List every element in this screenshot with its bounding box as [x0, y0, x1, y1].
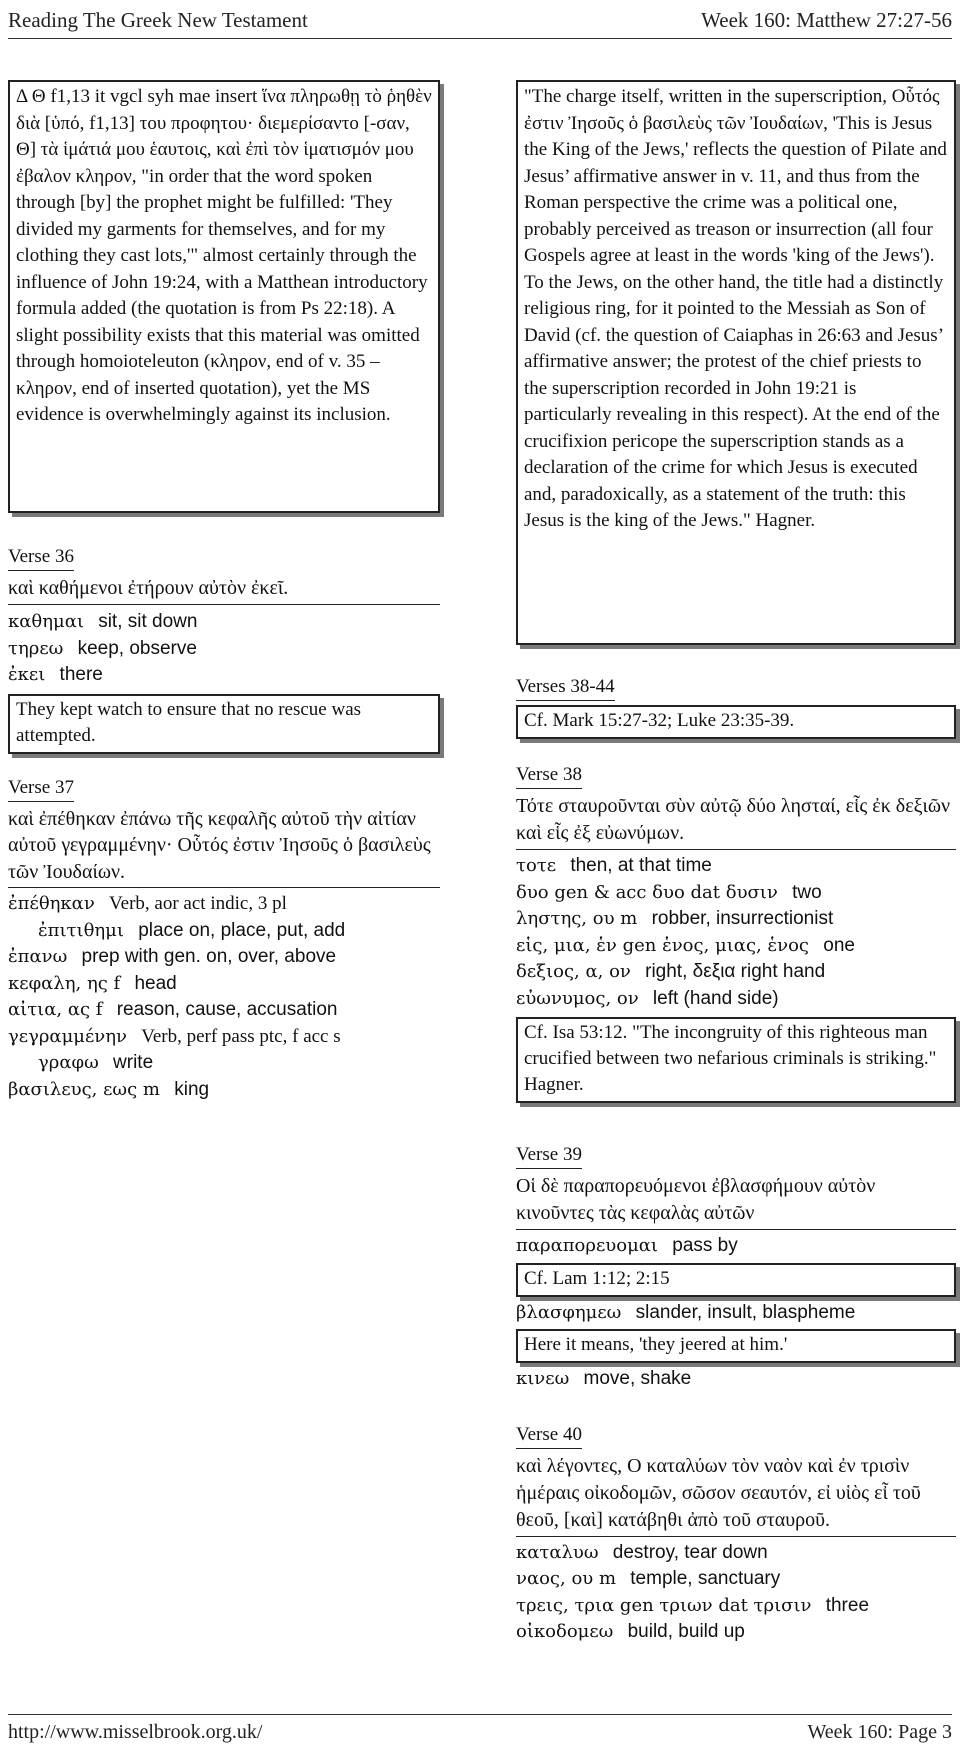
- vocab-item: δεξιος, α, ον right, δεξια right hand: [516, 961, 826, 982]
- vocab-item: βασιλευς, εως m king: [8, 1078, 210, 1100]
- verse-39-note2-box: [516, 1329, 956, 1363]
- vocab-item: ληστης, ου m robber, insurrectionist: [516, 908, 834, 929]
- verse-38-note: Cf. Isa 53:12. "The incongruity of this righteous man crucified between two nefarious criminals is striking." Hagner.: [524, 1022, 937, 1095]
- right-column: [516, 80, 956, 1646]
- vocab-item: οἰκοδομεω build, build up: [516, 1621, 745, 1642]
- textual-note-text: Δ Θ f1,13 it vgcl syh mae insert ἵνα πληρωθῃ τὸ ῥηθὲν διὰ [ὑπό, f1,13] του προφητου· διεμερίσαντο [-σαν, Θ] τὰ ἱμάτιά μου ἑαυτοις, καὶ ἐπὶ τὸν ἱματισμόν μου ἐβαλον κληρον, "in order that the word spoken through [by] the prophet might be fulfilled: 'They divided my garments for themselves, and for my clothing they cast lots,'" almost certainly through the influence of John 19:24, with a Matthean introductory formula added (the quotation is from Ps 22:18). A slight possibility exists that this material was omitted through homoioteleuton (κληρον, end of v. 35 – κληρον, end of inserted quotation), yet the MS evidence is overwhelmingly against its inclusion.: [16, 86, 432, 425]
- vocab-item: καταλυω destroy, tear down: [516, 1541, 768, 1563]
- vocab-item: τοτε then, at that time: [516, 855, 712, 876]
- verse-37-heading: Verse 37: [8, 776, 74, 802]
- verse-38-greek: Τότε σταυροῦνται σὺν αὐτῷ δύο λησταί, εἷς ἐκ δεξιῶν καὶ εἷς ἐξ εὐωνύμων.: [516, 795, 951, 844]
- verse-40-heading: Verse 40: [516, 1423, 582, 1449]
- vocab-item: ἐπιτιθημι place on, place, put, add: [38, 919, 346, 941]
- header-rule: [8, 38, 952, 39]
- vocab-item: δυο gen & acc δυο dat δυσιν two: [516, 881, 822, 903]
- header-title: Reading The Greek New Testament: [8, 8, 308, 32]
- vocab-item: παραπορευομαι pass by: [516, 1235, 738, 1256]
- vocab-item: ἐπέθηκαν Verb, aor act indic, 3 pl: [8, 893, 287, 914]
- vocab-item: εἱς, μια, ἑν gen ἑνος, μιας, ἑνος one: [516, 934, 855, 956]
- left-column: [8, 80, 440, 1103]
- hagner-quote-text: "The charge itself, written in the superscription, Οὗτός ἐστιν Ἰησοῦς ὁ βασιλεὺς τῶν Ἰουδαίων, 'This is Jesus the King of the Jews,' reflects the question of Pilate and Jesus’ affirmative answer in v. 11, and thus from the Roman perspective the crime was a political one, probably perceived as treason or insurrection (all four Gospels agree at least in the words 'king of the Jews'). To the Jews, on the other hand, the title had a distinctly religious ring, for it pointed to the Messiah as Son of David (cf. the question of Caiaphas in 26:63 and Jesus’ affirmative answer; the protest of the chief priests to the superscription recorded in John 19:21 is particularly revealing in this respect). At the end of the crucifixion pericope the superscription stands as a declaration of the crime for which Jesus is executed and, paradoxically, as a statement of the truth: this Jesus is the king of the Jews." Hagner.: [524, 86, 947, 531]
- vocab-item: ναος, ου m temple, sanctuary: [516, 1568, 781, 1589]
- vocab-item: ἐπανω prep with gen. on, over, above: [8, 946, 337, 967]
- footer-rule: [8, 1714, 952, 1715]
- footer-url-link[interactable]: http://www.misselbrook.org.uk/: [8, 1721, 263, 1743]
- verse-39-note2: Here it means, 'they jeered at him.': [524, 1334, 788, 1355]
- vocab-item: κεφαλη, ης f head: [8, 972, 177, 994]
- verse-39-note1-box: [516, 1263, 956, 1297]
- textual-note-box: [8, 80, 440, 513]
- verse-40-greek: καὶ λέγοντες, Ο καταλύων τὸν ναὸν καὶ ἐν τρισὶν ἡμέραις οἰκοδομῶν, σῶσον σεαυτόν, εἰ υἱὸς εἶ τοῦ θεοῦ, [καὶ] κατάβηθι ἀπὸ τοῦ σταυροῦ.: [516, 1454, 921, 1531]
- verse-38-note-box: [516, 1017, 956, 1103]
- verse-36-note-box: [8, 694, 440, 754]
- vocab-item: γεγραμμένην Verb, perf pass ptc, f acc s: [8, 1025, 341, 1047]
- verse-39-heading: Verse 39: [516, 1143, 582, 1169]
- vocab-item: τηρεω keep, observe: [8, 637, 197, 659]
- vocab-item: καθημαι sit, sit down: [8, 611, 198, 632]
- vocab-item: γραφω write: [38, 1052, 154, 1073]
- verse-37-greek: καὶ ἐπέθηκαν ἐπάνω τῆς κεφαλῆς αὐτοῦ τὴν αἰτίαν αὐτοῦ γεγραμμένην· Οὗτός ἐστιν Ἰησοῦς ὁ βασιλεὺς τῶν Ἰουδαίων.: [8, 807, 431, 883]
- header-week: Week 160: Matthew 27:27-56: [701, 8, 952, 32]
- vocab-item: κινεω move, shake: [516, 1368, 692, 1389]
- vocab-item: βλασφημεω slander, insult, blaspheme: [516, 1301, 856, 1323]
- vocab-item: εὐωνυμος, ον left (hand side): [516, 987, 779, 1009]
- footer-page: Week 160: Page 3: [807, 1721, 952, 1743]
- verse-39-greek: Οἱ δὲ παραπορευόμενοι ἐβλασφήμουν αὐτὸν κινοῦντες τὰς κεφαλὰς αὐτῶν: [516, 1175, 876, 1224]
- verse-36-heading: Verse 36: [8, 545, 74, 571]
- verses-38-44-heading: Verses 38-44: [516, 675, 615, 701]
- verse-36-greek: καὶ καθήμενοι ἐτήρουν αὐτὸν ἐκεῖ.: [8, 577, 289, 599]
- verses-38-44-note-box: [516, 705, 956, 739]
- verse-38-heading: Verse 38: [516, 763, 582, 789]
- verses-38-44-note: Cf. Mark 15:27-32; Luke 23:35-39.: [524, 710, 795, 731]
- vocab-item: αἰτια, ας f reason, cause, accusation: [8, 999, 338, 1020]
- verse-36-note: They kept watch to ensure that no rescue was attempted.: [16, 698, 362, 746]
- vocab-item: τρεις, τρια gen τριων dat τρισιν three: [516, 1594, 870, 1616]
- verse-39-note1: Cf. Lam 1:12; 2:15: [524, 1267, 670, 1289]
- vocab-item: ἐκει there: [8, 664, 103, 685]
- hagner-quote-box: [516, 80, 956, 645]
